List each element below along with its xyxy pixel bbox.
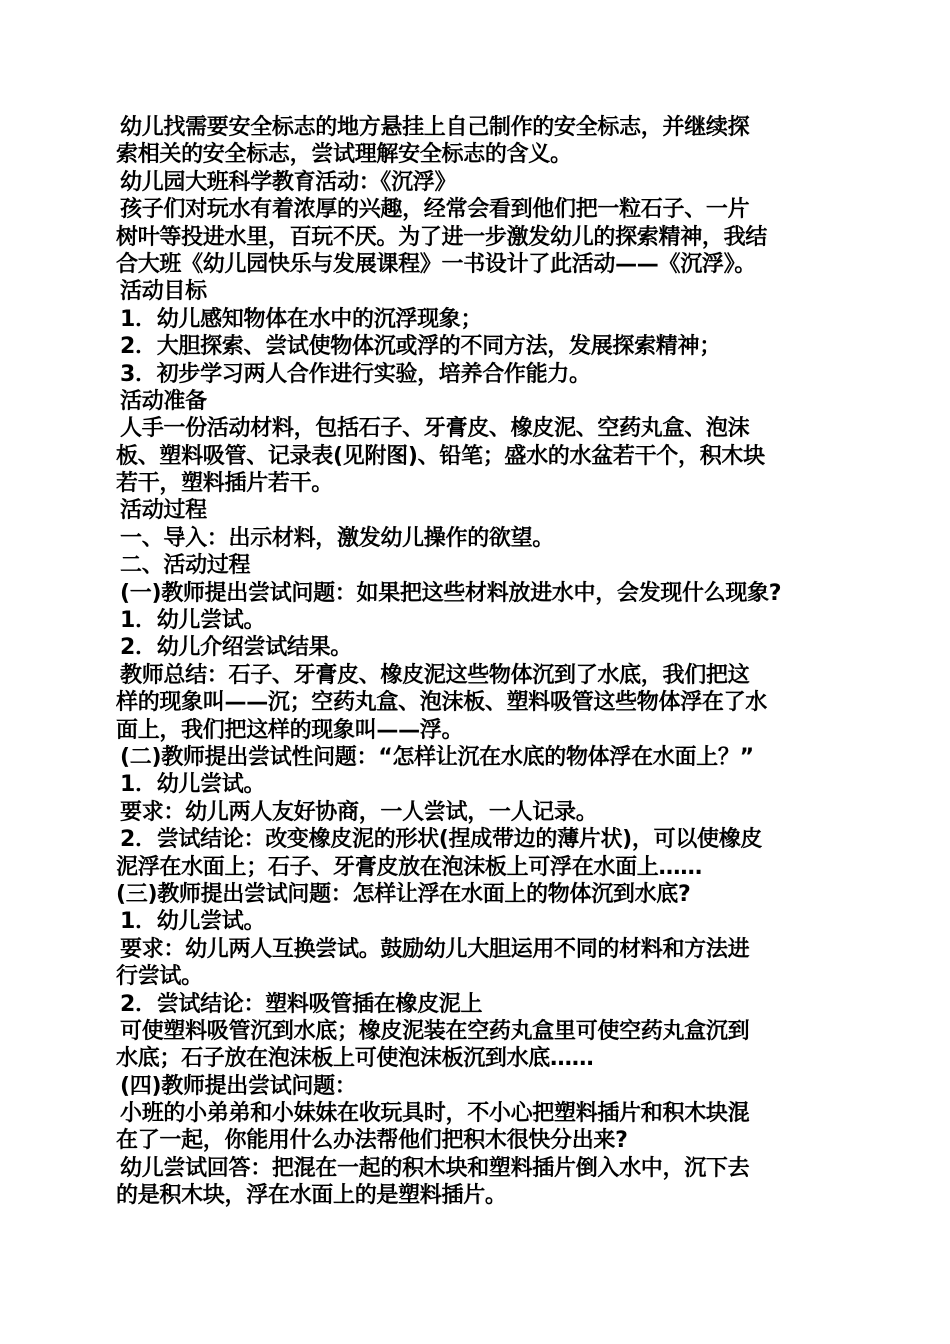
- text-line: 树叶等投进水里，百玩不厌。为了进一步激发幼儿的探索精神，我结: [116, 224, 768, 250]
- text-line: 人手一份活动材料，包括石子、牙膏皮、橡皮泥、空药丸盒、泡沫: [120, 416, 750, 442]
- text-line: (一)教师提出尝试问题：如果把这些材料放进水中，会发现什么现象?: [120, 580, 782, 606]
- text-line: 若干，塑料插片若干。: [116, 471, 334, 497]
- text-line: 活动目标: [120, 279, 207, 305]
- text-line: 1．幼儿尝试。: [120, 608, 266, 634]
- text-line: 面上，我们把这样的现象叫——浮。: [116, 717, 464, 743]
- text-line: (四)教师提出尝试问题：: [120, 1073, 357, 1099]
- text-line: 活动准备: [120, 388, 207, 414]
- text-line: (三)教师提出尝试问题：怎样让浮在水面上的物体沉到水底?: [116, 881, 691, 907]
- text-line: 2．大胆探索、尝试使物体沉或浮的不同方法，发展探索精神；: [120, 334, 721, 360]
- text-line: (二)教师提出尝试性问题：“怎样让沉在水底的物体浮在水面上？”: [120, 744, 754, 770]
- text-line: 1．幼儿尝试。: [120, 909, 266, 935]
- text-line: 1．幼儿感知物体在水中的沉浮现象；: [120, 306, 483, 332]
- text-line: 行尝试。: [116, 964, 203, 990]
- text-line: 3．初步学习两人合作进行实验，培养合作能力。: [120, 361, 591, 387]
- text-line: 要求：幼儿两人友好协商，一人尝试，一人记录。: [120, 799, 598, 825]
- text-line: 教师总结：石子、牙膏皮、橡皮泥这些物体沉到了水底，我们把这: [120, 662, 750, 688]
- text-line: 合大班《幼儿园快乐与发展课程》一书设计了此活动——《沉浮》。: [116, 251, 757, 277]
- text-line: 样的现象叫——沉；空药丸盒、泡沫板、塑料吸管这些物体浮在了水: [116, 690, 768, 716]
- text-line: 孩子们对玩水有着浓厚的兴趣，经常会看到他们把一粒石子、一片: [120, 197, 750, 223]
- text-line: 二、活动过程: [120, 553, 251, 579]
- text-line: 泥浮在水面上；石子、牙膏皮放在泡沫板上可浮在水面上……: [116, 854, 702, 880]
- text-line: 索相关的安全标志，尝试理解安全标志的含义。: [116, 142, 572, 168]
- text-line: 1．幼儿尝试。: [120, 772, 266, 798]
- text-line: 2．尝试结论：改变橡皮泥的形状(捏成带边的薄片状)，可以使橡皮: [120, 827, 763, 853]
- text-line: 2．幼儿介绍尝试结果。: [120, 635, 353, 661]
- text-line: 小班的小弟弟和小妹妹在收玩具时，不小心把塑料插片和积木块混: [120, 1101, 750, 1127]
- text-line: 幼儿尝试回答：把混在一起的积木块和塑料插片倒入水中，沉下去: [120, 1155, 750, 1181]
- text-line: 一、导入：出示材料，激发幼儿操作的欲望。: [120, 525, 555, 551]
- text-line: 活动过程: [120, 498, 207, 524]
- text-line: 幼儿园大班科学教育活动：《沉浮》: [120, 169, 457, 195]
- text-line: 在了一起，你能用什么办法帮他们把积木很快分出来?: [116, 1128, 628, 1154]
- text-line: 的是积木块，浮在水面上的是塑料插片。: [116, 1183, 507, 1209]
- text-line: 水底；石子放在泡沫板上可使泡沫板沉到水底……: [116, 1046, 594, 1072]
- text-line: 要求：幼儿两人互换尝试。鼓励幼儿大胆运用不同的材料和方法进: [120, 936, 750, 962]
- text-line: 2．尝试结论：塑料吸管插在橡皮泥上: [120, 991, 483, 1017]
- text-line: 可使塑料吸管沉到水底；橡皮泥装在空药丸盒里可使空药丸盒沉到: [120, 1018, 750, 1044]
- text-line: 板、塑料吸管、记录表(见附图)、铅笔；盛水的水盆若干个，积木块: [116, 443, 765, 469]
- text-line: 幼儿找需要安全标志的地方悬挂上自己制作的安全标志，并继续探: [120, 115, 750, 140]
